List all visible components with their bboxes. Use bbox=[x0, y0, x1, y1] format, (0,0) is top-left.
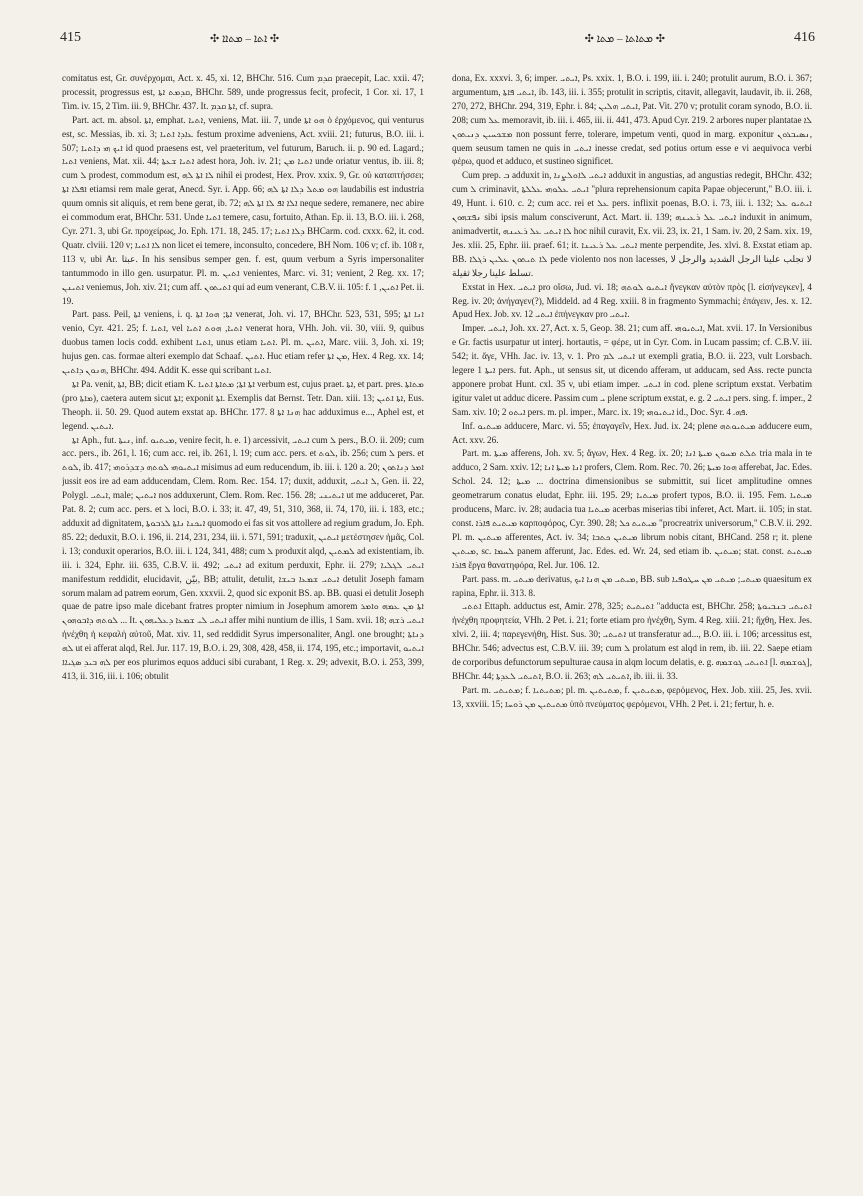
entry-paragraph: Exstat in Hex. ܐܝܬܝ pro οἴσω, Jud. vi. 18; ܐܝܬܝܘ ܠܘܬܗ ἤνεγκαν αὐτὸν πρὸς [l. εἰσήνεγκεν], 4 Reg. iv. 20; ἀνήγαγεν(?), Middeld. ad 4 Reg. xxiii. 8 in fragmento Symmachi; ἐπάγειν, Jes. x. 12. Apud Hex. Job. xv. 12 ܐܝܬܝ ἐπήνεγκαν pro ܐܝܬܝ. bbox=[452, 281, 812, 320]
entry-paragraph: Part. m. ܡܝܬܐ afferens, Joh. xv. 5; ἄγων, Hex. 4 Reg. ix. 20; ܬܠܬ ܡܚܘܢ ܡܝܬܐ ܐܢܐ tria mala in te adduco, 2 Sam. xxiv. 12; ܐܢܐ ܡܝܬܐ ܐܢܐ profers, Clem. Rom. Rec. 70. 26; ܗܘܐ ܡܝܬܐ afferebat, Jac. Edes. Schol. 24. 12; ܡܝܬܐ ... doctrina dimensionibus se submittit, sui licet amplitudine omnes geometrarum conatus eludat, Ephr. iii. 195. 29; ܡܝܬܝܐ profert typos, B.O. ii. 195. Fem. ܡܝܬܝܐ producens, Marc. iv. 28; audacia tua ܡܝܬܝܐ acerbas miserias tibi inferet, Act. Mart. ii. 105; in stat. const. ܡܝܬܝܬ ܦܐܪܐ καρποφόρος, Cyr. 390. 28; ܡܝܬܝܬ ܟܠ "procreatrix universorum," C.B.V. ii. 292. Pl. m. ܡܝܬܝܢ afferentes, Act. iv. 34; ܡܝܬܝܢ ܟܬܒܐ librum nobis citant, BHCand. 258 r; it. plene ܡܝܬܝܢ, sc. ܠܚܡܐ panem afferunt, Jac. Edes. ed. Wr. 24, sed etiam ib. ܡܝܬܝܢ; stat. const. ܡܝܬܝܬ ܦܐܪܐ ἔργα θανατηφόρα, Rel. Jur. 106. 12. bbox=[452, 448, 812, 570]
entry-paragraph: ܐܬܐ Aph., fut. ܢܝܬܐ, inf. ܡܝܬܝܘ, venire fecit, h. e. 1) arcessivit, ܐܝܬܝ cum ܠ pers., B.O. ii. 209; cum acc. pers., ib. 261, l. 16; cum acc. rei, ib. 261, l. 19; cum acc. pers. et ܠܘܬ, ib. 256; cum ܠ pers. et ܠܘܬ, ib. 417; ܐܝܬܝܘܗܝ ܠܘܬܗ ܕܫܕܪܘܗܝ misimus ad eum reducendum, ib. iii. i. 120 a. 20; ܐܡܪ ܕܢܐܬܘܢ jussit eos ire ad eam adducendam, Clem. Rom. Rec. 154. 17; duxit, adduxit, ܠ ܐܝܬܝ, Gen. ii. 22, Polygl. ܐܝܬܝ, male; ܐܝܬܝܢ nos adduxerunt, Clem. Rom. Rec. 156. 28; ܐܝܬܝܢܝ ut me adduceret, Par. Pat. 8. 2; cum acc. pers. et ܠ loci, B.O. i. 33; it. 47, 49, 51, 310, 368, ii. 74, 170, iii. i. 183, etc.; adduxit ad dignitatem, ܐܝܟܢܐ ܢܐܬܐ ܠܪܒܘܬܐ quomodo ei fas sit vos attollere ad regium gradum, Jo. Eph. 85. 22; deduxit, B.O. i. 196, ii. 214, 231, 234, iii. i. 571, 591; traduxit, ܐܝܬܝܢ μετέστησεν ἡμᾶς, Col. i. 13; conduxit operarios, B.O. iii. i. 124, 341, 488; cum ܠ produxit alqd, ܠܡܬܝܢ ad existentiam, ib. iii. i. 324, Ephr. iii. 635, C.B.V. ii. 492; ܐܝܬܝ ad exitum perduxit, Ephr. ii. 279; ܐܝܬܝ ܠܓܠܝܐ manifestum reddidit, elucidavit, بيّن, BB; attulit, detulit, ܐܝܬܝ ܫܡܥܐ ܒܝܫܐ detulit Joseph famam sorum malam ad patrem eorum, Gen. xxxvii. 2, quod sic exponit BS. ap. BB. quasi ei detulit Joseph quae de patre ipso male dicebant fratres propter nimium in Josephum amorem ܐܬܐ ܡܢ ܥܡܗ ܘܐܡܪ ܠܘܬܗ ܕܐܒܘܗܘܢ ... It. ܐܝܬܝ ܠܝ ܫܡܥܐ ܕܥܠܝܗܘܢ affer mihi nuntium de illis, 1 Sam. xvii. 18; ܐܝܬܝ ܪܫܗ ἠνέχθη ἡ κεφαλὴ αὐτοῦ, Mat. xiv. 11, sed reddidit Syrus impersonaliter, Angl. one brought; ܕܢܐܬܐ ܠܗ ut ei afferat alqd, Rel. Jur. 117. 19, B.O. i. 29, 308, 428, 458, ii. 174, 195, etc.; importavit, ܐܝܬܝܘ ܠܗ ܒܝܕ ܣܓܝܐܐ per eos plurimos equos adduci sibi curabant, 1 Reg. x. 29; advexit, B.O. i. 253, 399, 413, ii. 316, iii. i. 106; obtulit bbox=[62, 434, 424, 681]
entry-paragraph: dona, Ex. xxxvi. 3, 6; imper. ܐܝܬܝ, Ps. xxix. 1, B.O. i. 199, iii. i. 240; protulit aurum, B.O. i. 367; argumentum, ܐܝܬܝ ܦܐܬܐ, ib. 143, iii. i. 355; protulit in scriptis, citavit, allegavit, laudavit, ib. ii. 268, 270, 272, BHChr. 294, 319, Ephr. i. 84; ܐܝܬܝ ܗܠܝܢ, Pat. Vit. 270 v; protulit coram synodo, B.O. ii. 208; cum ܥܠ memoravit, ib. iii. i. 465, iii. ii. 441, 473. Apud Cyr. 219. 2 arbores nuper plantatae ܠܐ ܡܫܟܚܝܢ ܕܢܝܬܘܢ non possunt ferre, tolerare, impetum venti, quod in marg. exponitur ܢܣܝܒܪܘܢ, quem seusum tamen ne quis in ܐܝܬܝ inesse credat, sed potius ortum esse e vi aequivoca verbi φέρω, quod et adduco, et sustineo significet. bbox=[452, 73, 812, 167]
entry-paragraph: Imper. ܐܝܬܝ, Joh. xx. 27, Act. x. 5, Geop. 38. 21; cum aff. ܐܝܬܝܘܗܝ, Mat. xvii. 17. In Versionibus e Gr. factis usurpatur ut interj. hortautis, = φέρε, ut in Cyr. Com. in Lucam passim; cf. C.B.V. iii. 542; it. ἄγε, VHh. Jac. iv. 13, v. 1. Pro ܐܝܬܝ ܠܡ ut exempli gratia, B.O. ii. 223, vult Lorsbach. legere ܐܝܬܐ 1 pers. fut. Aph., ut sensus sit, ut dicendo afferam, ut adducam, sed Ass. recte puncta apponere probat Hunt. cxl. 35 v, ubi etiam imper. ܐܝܬܝ in cod. plene scriptum exstat. Verbatim igitur valet ut adduc dicere. Passim cum ܝ plene scriptum exstat, e. g. ܐܝܬܝ 2 pers. sing. f. imper., 2 Sam. xiv. 10; ܐܝܬܘ 2 pers. m. pl. imper., Marc. ix. 19; ܐܝܬܝܘܗܝ id., Doc. Syr. ܦܗ. 4. bbox=[452, 323, 812, 417]
entry-paragraph: Part. act. m. absol. ܐܬܐ, emphat. ܐܬܝܐ, veniens, Mat. iii. 7, unde ܗܘ ܐܬܐ ὁ ἐρχόμενος, qui venturus est, sc. Messias, ib. xi. 3; ܥܐܕܐ ܐܬܝܐ festum proxime adveniens, Act. xviii. 21; futurus, B.O. iii. i. 507; ܐܝܟ ܗܝ ܕܐܬܝܐ id quod praesens est, vel praeteritum, vel futurum, Baruch. ii. p. 90 ed. Lagard.; ܐܬܝܐ veniens, Mat. xii. 44; ܐܬܝܐ ܫܥܬܐ adest hora, Joh. iv. 21; ܐܬܝܐ ܡܢ unde oriatur ventus, ib. iii. 8; cum ܠ prodest, commodum est, ܠܐ ܐܬܐ ܠܗ nihil ei prodest, Hex. Prov. xxix. 9, Gr. οὐ καταπτήσσει; ܐܦܠܐ ܐܬܐ etiamsi rem male gerat, Anecd. Syr. i. App. 66; ܗܘ ܡܬܠ ܕܠܐ ܐܬܐ ܠܗ laudabilis est industria quum omnis sit aliquis, et rem bene gerat, ib. 72; ܐܠܐ ܐܦ ܠܐ ܐܬܐ ܠܗ neque sedere, remanere, nec abire ei commodum erat, BHChr. 531. Unde ܐܬܝܐ temere, casu, fortuito, Athan. Ep. ii. 13, B.O. iii. i. 268, Cyr. 271. 3, ubi Gr. προχείρως, Jo. Eph. 171. 18, 245. 17; ܕܠܐ ܐܬܝܐ BHCarm. cod. cxxx. 62, it. cod. Quatr. clviii. 120 v; ܠܐ ܐܬܝܐ non licet ei temere, inconsulto, concedere, BH Nom. 106 v; cf. ib. 108 r, 113 v, ubi Ar. عبثا. In his sensibus semper gen. f. est, quum verbum a Syris impersonaliter tantummodo in illo gen. usurpatur. Pl. m. ܐܬܝܢ venientes, Marc. vi. 31; venient, 2 Reg. xx. 17; ܐܬܝܢܢ veniemus, Joh. xiv. 21; cum aff. ܐܬܝܬܘܢ qui ad eum venerant, C.B.V. ii. 105: f. ܐܬܝܢ, 1 Pet. ii. 19. bbox=[62, 114, 424, 306]
right-column bbox=[452, 72, 812, 1182]
running-head-left: ✣ ܐܬܐ – ܡܬܐܐ ✣ bbox=[210, 33, 280, 45]
running-head-right: ✣ ܡܬܐܬܐ – ܡܬܐ ✣ bbox=[584, 33, 665, 45]
entry-paragraph: Part. pass. m. ܡܝܬܝ derivatus, ܡܝܬܝ ܡܢ ܗܢܐ ܐܝܟ, BB. sub ܡܝܬܝ; ܡܝܬܝ ܡܢ ܚܛܘܦܝܐ quaesitum ex rapina, Ephr. ii. 313. 8. bbox=[452, 573, 812, 598]
entry-paragraph: Inf. ܡܝܬܝܘ adducere, Marc. vi. 55; ἐπαγαγεῖν, Hex. Jud. ix. 24; plene ܡܝܬܝܘܬܗ adducere eum, Act. xxv. 26. bbox=[452, 420, 812, 445]
entry-paragraph: Part. pass. Peil, ܐܬܐ veniens, i. q. ܐܬܐ; ܗܘܐ ܐܬܐ venerat, Joh. vi. 17, BHChr. 523, 531, 595; ܐܢܐ ܐܬܐ venio, Cyr. 421. 25; f. ܐܬܝܐ, vel ܐܬܝܐ, ܗܘܬ ܐܬܝܐ venerat hora, VHh. Joh. vii. 30, viii. 9, quibus duobus tamen locis codd. exhibent ܐܬܝܐ, unus etiam ܐܬܝܐ. Pl. m. ܐܬܝܢ, Marc. viii. 3, Joh. xi. 19; hujus gen. cas. formae alteri exemplo dat Schaaf. ܐܬܝܢ. Huc etiam refer ܡܢ ܐܬܐ, Hex. 4 Reg. xx. 14; ܗܢܘܢ ܕܐܬܝܢ, BHChr. 494. Addit K. esse qui scribant ܐܬܝܐ. bbox=[62, 309, 424, 376]
entry-paragraph: Part. m. ܡܬܝܬܝ; f. ܡܬܝܬܝܐ; pl. m. ܡܬܝܬܝܢ, f. ܡܬܝܬܝܢ, φερόμενος, Hex. Job. xiii. 25, Jes. xvii. 13, xxviii. 15; ܡܬܝܬܝܢ ܡܢ ܪܘܚܐ ὑπὸ πνεύματος φερόμενοι, VHh. 2 Pet. i. 21; fertur, h. e. bbox=[452, 684, 812, 709]
entry-paragraph: ܐܬܬܝ Ettaph. adductus est, Amir. 278, 325; ܐܬܝܬܝܬ "adducta est, BHChr. 258; ܐܬܝܬܝ ܒܢܒܝܘܬܐ ἠνέχθη προφητεία, VHh. 2 Pet. i. 21; forte etiam pro ἠνέχθη, Sym. 4 Reg. xiii. 21; ἤχθη, Hex. Jes. xlvi. 2, iii. 4; παρεγενήθη, Hist. Sus. 30; ܐܬܝܬܝ ut transferatur ad..., B.O. iii. i. 106; arcessitus est, BHChr. 546; advectus est, C.B.V. iii. 39; cum ܠ prolatum est alqd in rem, ib. iii. 22. Saepe etiam de corporibus defunctorum sepulturae causa in alqm locum delatis, e. g. ܐܬܝܬܝ ܓܘܫܡܗ [l. ܓܘܫܡܗ], BHChr. 44; ܐܬܝܬܝ ܠܥܕܬܐ, B.O. ii. 263; ܐܬܝܬܝ ܠܗ, ib. iii. ii. 33. bbox=[452, 601, 812, 681]
page-header bbox=[60, 30, 815, 52]
page-number-right: 416 bbox=[794, 30, 815, 45]
entry-paragraph: ܐܬܐ Pa. venit, ܐܬܐ, BB; dicit etiam K. ܐܬܐ ܐܬܐ; ܡܬܐܬܐ ܐܬܝܐ verbum est, cujus praet. ܐܬܐ, et part. pres. ܡܬܐܬܐ (pro ܡܐܬܐ), caetera autem sicut ܐܬܐ; exponit ܐܬܐ. Exemplis dat Bernst. Tetr. Dan. xiii. 13; ܐܬܐ ܐܬܝܢ, Eus. Theoph. ii. 50. 29. Quod autem exstat ap. BHChr. 177. 8 ܗܢܐ ܐܬܐ hac adduximus e..., Aphel est, et legend. ܐܝܬܝܢ. bbox=[62, 378, 424, 431]
entry-paragraph: Cum prep. ܒ adduxit in, ܐܝܬܝ ܠܐܘܠܨܢܐ adduxit in angustias, ad angustias redegit, BHChr. 432; cum ܠ criminavit, ܐܝܬܝ ܥܠܘܗܝ ܥܠܠܬܐ "plura reprehensionum capita Papae objecerunt," B.O. iii. i. 49, Hunt. i. 610. c. 2; cum acc. rei et ܥܠ pers. inflixit poenas, B.O. i. 73, iii. i. 132; ܐܝܬܝܘ ܥܠ ܢܦܫܗܘܢ sibi ipsis malum consciverunt, Act. Mart. ii. 139; ܐܝܬܝ ܥܠ ܪܥܝܢܗ induxit in animum, animadvertit, ܠܐ ܐܝܬܝ ܥܠ ܪܥܝܢܗ hoc nihil curavit, Ex. vii. 23, ix. 21, 1 Sam. iv. 20, 2 Sam. xix. 19, Jes. xlii. 25, Ephr. iii. praef. 61; it. ܐܝܬܝ ܥܠ ܪܥܝܢܐ mente perpendite, Jes. xlvi. 8. Exstat etiam ap. BB. ܠܐ ܬܝܬܘܢ ܥܠܝܢ ܪܓܠܐ pede violento nos non lacesses, لا تجلب علينا الرجل الشديد والرجل لا تسلط علينا رجلا ثقيلة. bbox=[452, 170, 812, 278]
entry-paragraph: comitatus est, Gr. συνέρχομαι, Act. x. 45, xi. 12, BHChr. 516. Cum ܩܕܡ praecepit, Lac. xxii. 47; processit, progressus est, ܩܕܡܬ ܐܬܐ, BHChr. 589, unde progressus fecit, profecit, 1 Cor. xi. 17, 1 Tim. iv. 15, 2 Tim. iii. 9, BHChr. 437. It. ܐܬܐ ܩܕܡ, cf. supra. bbox=[62, 73, 424, 111]
page-number-left: 415 bbox=[60, 30, 81, 45]
left-column bbox=[62, 72, 424, 1182]
